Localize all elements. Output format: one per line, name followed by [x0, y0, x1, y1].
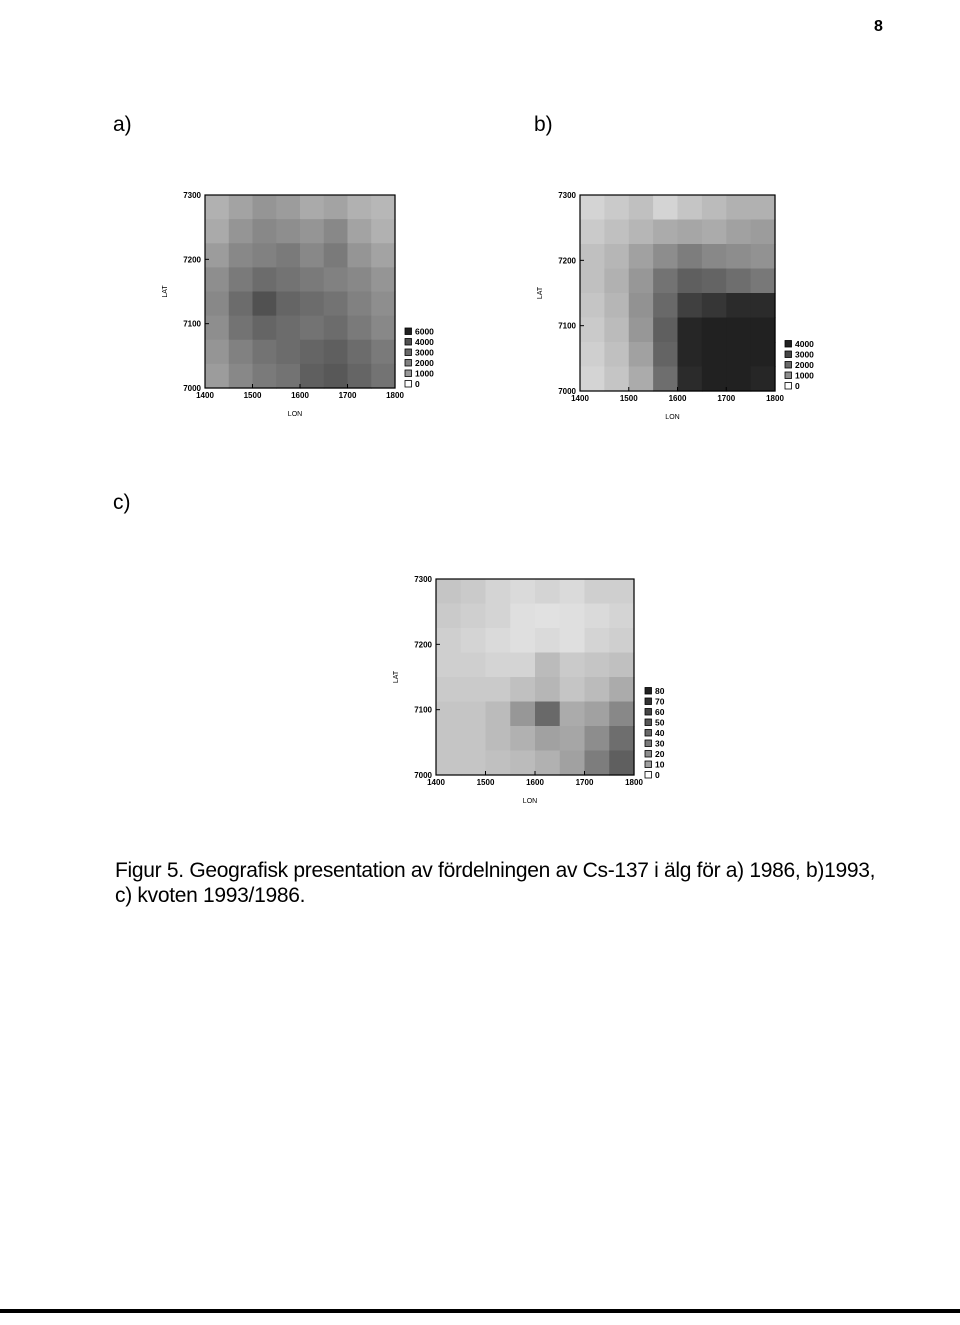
page-number: 8 — [874, 18, 883, 35]
heatmap-cell — [653, 367, 678, 392]
legend-swatch — [405, 339, 412, 346]
chart-a-svg — [150, 180, 450, 430]
legend-a — [405, 327, 434, 390]
heatmap-cell — [205, 316, 229, 341]
heatmap-cell — [229, 267, 253, 292]
x-tick-label: 1500 — [619, 394, 638, 403]
heatmap-cell — [751, 220, 776, 245]
heatmap-cell — [604, 220, 629, 245]
heatmap-cell — [726, 318, 751, 343]
heatmap-cell — [205, 292, 229, 317]
heatmap-cell — [510, 677, 535, 702]
heatmap-cell — [560, 628, 585, 653]
legend-swatch — [645, 772, 652, 779]
heatmap-cell — [300, 340, 324, 365]
legend-swatch — [645, 709, 652, 716]
heatmap-cell — [535, 628, 560, 653]
heatmap-cell — [324, 219, 348, 244]
heatmap-cell — [510, 628, 535, 653]
legend-swatch — [645, 698, 652, 705]
x-tick-label: 1400 — [571, 394, 589, 403]
y-tick-label: 7200 — [558, 256, 576, 266]
heatmap-cell — [751, 244, 776, 269]
legend-swatch — [645, 740, 652, 747]
heatmap-cell — [348, 243, 372, 268]
heatmap-cell — [560, 751, 585, 776]
heatmap-cell — [461, 653, 486, 678]
heatmap-cell — [348, 340, 372, 365]
y-tick-label: 7200 — [414, 640, 432, 650]
y-tick-label: 7300 — [414, 575, 432, 584]
heatmap-cell — [276, 195, 300, 220]
heatmap-cell — [229, 219, 253, 244]
heatmap-cell — [726, 195, 751, 220]
heatmap-cell — [253, 340, 277, 365]
heatmap-cell — [253, 364, 277, 389]
heatmap-cell — [324, 267, 348, 292]
y-tick-label: 7300 — [183, 191, 201, 200]
legend-swatch — [785, 362, 792, 369]
heatmap-cell — [653, 244, 678, 269]
heatmap-cell — [609, 751, 634, 776]
heatmap-cell — [585, 677, 610, 702]
heatmap-cell — [276, 316, 300, 341]
x-tick-label: 1400 — [427, 778, 445, 787]
heatmap-cell — [702, 318, 727, 343]
legend-label: 3000 — [795, 349, 814, 360]
legend-swatch — [405, 360, 412, 367]
legend-label: 10 — [655, 759, 665, 770]
heatmap-cell — [560, 702, 585, 727]
heatmap-cell — [653, 342, 678, 367]
legend-swatch — [645, 688, 652, 695]
heatmap-cell — [436, 653, 461, 678]
heatmap-cell — [653, 195, 678, 220]
x-tick-label: 1500 — [476, 778, 495, 787]
heatmap-cell — [629, 244, 654, 269]
heatmap-cell — [276, 292, 300, 317]
heatmap-cell — [253, 292, 277, 317]
heatmap-cell — [486, 653, 511, 678]
heatmap-cell — [751, 293, 776, 318]
heatmap-cell — [678, 269, 703, 294]
heatmap-cell — [702, 195, 727, 220]
heatmap-cell — [702, 367, 727, 392]
heatmap-cell — [229, 364, 253, 389]
heatmap-cell — [604, 244, 629, 269]
heatmap-cell — [678, 367, 703, 392]
heatmap-cell — [486, 628, 511, 653]
chart-a — [150, 180, 450, 430]
heatmap-cell — [585, 751, 610, 776]
heatmap-cell — [229, 340, 253, 365]
heatmap-cell — [585, 726, 610, 751]
heatmap-cell — [436, 726, 461, 751]
heatmap-cell — [486, 677, 511, 702]
x-axis-title: LON — [522, 798, 538, 805]
heatmap-cell — [560, 604, 585, 629]
x-tick-label: 1800 — [386, 391, 404, 400]
heatmap-cell — [436, 579, 461, 604]
heatmap-cell — [300, 292, 324, 317]
heatmap-cell — [348, 292, 372, 317]
heatmap-cell — [653, 293, 678, 318]
legend-label: 4000 — [415, 337, 434, 347]
heatmap-cell — [604, 293, 629, 318]
heatmap-cell — [436, 751, 461, 776]
heatmap-cell — [205, 364, 229, 389]
heatmap-cell — [461, 628, 486, 653]
legend-label: 1000 — [795, 370, 814, 381]
heatmap-cell — [585, 579, 610, 604]
x-axis-title: LON — [665, 414, 680, 421]
heatmap-cell — [604, 342, 629, 367]
legend-label: 4000 — [795, 339, 814, 349]
heatmap-cell — [604, 367, 629, 392]
chart-c-svg — [378, 565, 678, 820]
heatmap-cell — [510, 579, 535, 604]
heatmap-cell — [678, 195, 703, 220]
heatmap-cell — [609, 579, 634, 604]
x-tick-label: 1600 — [291, 391, 309, 400]
heatmap-cell — [300, 364, 324, 389]
heatmap-cell — [702, 269, 727, 294]
legend-label: 0 — [655, 770, 660, 780]
y-tick-label: 7200 — [183, 255, 201, 265]
heatmap-cell — [609, 702, 634, 727]
heatmap-cell — [535, 653, 560, 678]
heatmap-cell — [629, 342, 654, 367]
heatmap-cell — [535, 751, 560, 776]
heatmap-cell — [726, 244, 751, 269]
heatmap-cell — [560, 579, 585, 604]
heatmap-cell — [702, 293, 727, 318]
heatmap-cell — [486, 726, 511, 751]
heatmap-cell — [609, 604, 634, 629]
heatmap-cell — [486, 751, 511, 776]
heatmap-cell — [348, 316, 372, 341]
heatmap-cell — [348, 195, 372, 220]
heatmap-cell — [678, 342, 703, 367]
heatmap-cell — [580, 220, 605, 245]
heatmap-cell — [371, 292, 395, 317]
heatmap-cell — [609, 628, 634, 653]
caption-line-1: Figur 5. Geografisk presentation av fördelningen av Cs-137 i älg för a) 1986, b)1993, — [115, 859, 876, 882]
heatmap-cell — [560, 726, 585, 751]
heatmap-cell — [585, 653, 610, 678]
heatmap-cell — [229, 195, 253, 220]
legend-swatch — [645, 719, 652, 726]
heatmap-cell — [436, 677, 461, 702]
heatmap-cell — [300, 195, 324, 220]
heatmap-cell — [253, 195, 277, 220]
legend-label: 50 — [655, 717, 665, 728]
heatmap-cell — [276, 364, 300, 389]
legend-swatch — [645, 751, 652, 758]
heatmap-cell — [653, 220, 678, 245]
chart-b-svg — [525, 180, 825, 430]
heatmap-cell — [486, 702, 511, 727]
x-axis-title: LON — [287, 411, 303, 418]
heatmap-cell — [604, 269, 629, 294]
legend-label: 80 — [655, 686, 665, 696]
heatmap-cell — [324, 292, 348, 317]
heatmap-cells-c — [436, 579, 635, 776]
heatmap-cell — [510, 653, 535, 678]
heatmap-cell — [726, 293, 751, 318]
heatmap-cell — [205, 195, 229, 220]
legend-label: 3000 — [415, 347, 434, 358]
x-tick-label: 1700 — [717, 394, 736, 403]
heatmap-cell — [300, 267, 324, 292]
heatmap-cell — [436, 604, 461, 629]
heatmap-cell — [229, 243, 253, 268]
y-tick-label: 7000 — [558, 387, 576, 396]
heatmap-cell — [461, 604, 486, 629]
x-tick-label: 1800 — [766, 394, 784, 403]
heatmap-cell — [371, 243, 395, 268]
heatmap-cell — [751, 269, 776, 294]
heatmap-cell — [276, 219, 300, 244]
heatmap-cells-b — [580, 195, 776, 392]
x-tick-label: 1700 — [575, 778, 594, 787]
page-bottom-rule — [0, 1309, 960, 1313]
y-tick-label: 7100 — [183, 319, 201, 329]
heatmap-cell — [324, 195, 348, 220]
y-axis-title: LAT — [537, 286, 544, 300]
heatmap-cell — [585, 604, 610, 629]
heatmap-cell — [348, 267, 372, 292]
legend-label: 1000 — [415, 368, 434, 379]
legend-label: 0 — [795, 381, 800, 391]
heatmap-cell — [371, 267, 395, 292]
legend-label: 20 — [655, 749, 665, 759]
y-tick-label: 7000 — [414, 771, 432, 780]
heatmap-cell — [629, 318, 654, 343]
heatmap-cell — [751, 318, 776, 343]
y-axis-title: LAT — [393, 670, 400, 684]
x-tick-label: 1600 — [526, 778, 544, 787]
legend-label: 60 — [655, 707, 665, 717]
legend-swatch — [405, 349, 412, 356]
heatmap-cell — [436, 702, 461, 727]
heatmap-cell — [276, 243, 300, 268]
heatmap-cell — [726, 220, 751, 245]
legend-swatch — [785, 341, 792, 348]
heatmap-cell — [535, 702, 560, 727]
heatmap-cell — [461, 579, 486, 604]
heatmap-cell — [371, 219, 395, 244]
figure-caption — [115, 858, 885, 908]
heatmap-cell — [371, 364, 395, 389]
heatmap-cell — [300, 243, 324, 268]
legend-label: 2000 — [795, 360, 814, 370]
legend-swatch — [405, 381, 412, 388]
heatmap-cell — [678, 293, 703, 318]
heatmap-cell — [510, 751, 535, 776]
heatmap-cell — [702, 342, 727, 367]
heatmap-cell — [678, 244, 703, 269]
heatmap-cell — [510, 702, 535, 727]
heatmap-cell — [580, 293, 605, 318]
heatmap-cell — [348, 219, 372, 244]
heatmap-cells-a — [205, 195, 396, 389]
heatmap-cell — [629, 367, 654, 392]
heatmap-cell — [324, 364, 348, 389]
heatmap-cell — [486, 579, 511, 604]
y-tick-label: 7300 — [558, 191, 576, 200]
legend-c — [645, 686, 665, 780]
legend-label: 0 — [415, 379, 420, 389]
heatmap-cell — [510, 726, 535, 751]
panel-label-c: c) — [113, 491, 131, 514]
heatmap-cell — [604, 318, 629, 343]
y-tick-label: 7100 — [414, 705, 432, 715]
heatmap-cell — [348, 364, 372, 389]
heatmap-cell — [229, 316, 253, 341]
heatmap-cell — [324, 316, 348, 341]
legend-label: 30 — [655, 738, 665, 749]
x-tick-label: 1700 — [338, 391, 357, 400]
legend-swatch — [405, 370, 412, 377]
heatmap-cell — [580, 244, 605, 269]
x-tick-label: 1600 — [668, 394, 687, 403]
y-axis-title: LAT — [162, 285, 169, 298]
heatmap-cell — [253, 316, 277, 341]
heatmap-cell — [609, 677, 634, 702]
heatmap-cell — [535, 604, 560, 629]
heatmap-cell — [585, 628, 610, 653]
legend-swatch — [645, 730, 652, 737]
heatmap-cell — [678, 220, 703, 245]
caption-line-2: c) kvoten 1993/1986. — [115, 884, 306, 907]
heatmap-cell — [653, 318, 678, 343]
heatmap-cell — [276, 267, 300, 292]
heatmap-cell — [609, 726, 634, 751]
heatmap-cell — [560, 677, 585, 702]
heatmap-cell — [461, 726, 486, 751]
y-tick-label: 7000 — [183, 384, 201, 393]
heatmap-cell — [510, 604, 535, 629]
legend-label: 2000 — [415, 358, 434, 368]
heatmap-cell — [205, 267, 229, 292]
heatmap-cell — [436, 628, 461, 653]
heatmap-cell — [371, 316, 395, 341]
heatmap-cell — [726, 367, 751, 392]
heatmap-cell — [726, 342, 751, 367]
heatmap-cell — [580, 318, 605, 343]
panel-label-a: a) — [113, 113, 132, 136]
legend-label: 70 — [655, 696, 665, 707]
legend-swatch — [785, 351, 792, 358]
heatmap-cell — [253, 219, 277, 244]
x-tick-label: 1400 — [196, 391, 214, 400]
heatmap-cell — [702, 220, 727, 245]
heatmap-cell — [580, 195, 605, 220]
heatmap-cell — [371, 340, 395, 365]
heatmap-cell — [585, 702, 610, 727]
heatmap-cell — [629, 269, 654, 294]
heatmap-cell — [629, 195, 654, 220]
heatmap-cell — [535, 677, 560, 702]
heatmap-cell — [604, 195, 629, 220]
heatmap-cell — [205, 340, 229, 365]
chart-b — [525, 180, 825, 430]
heatmap-cell — [229, 292, 253, 317]
heatmap-cell — [629, 220, 654, 245]
panel-label-b: b) — [534, 113, 553, 136]
heatmap-cell — [726, 269, 751, 294]
heatmap-cell — [300, 219, 324, 244]
legend-label: 40 — [655, 728, 665, 738]
heatmap-cell — [751, 367, 776, 392]
y-tick-label: 7100 — [558, 321, 576, 331]
heatmap-cell — [702, 244, 727, 269]
legend-swatch — [405, 328, 412, 335]
heatmap-cell — [486, 604, 511, 629]
legend-label: 6000 — [415, 326, 434, 337]
heatmap-cell — [205, 243, 229, 268]
legend-swatch — [645, 761, 652, 768]
heatmap-cell — [276, 340, 300, 365]
x-tick-label: 1800 — [625, 778, 643, 787]
heatmap-cell — [461, 702, 486, 727]
heatmap-cell — [324, 340, 348, 365]
heatmap-cell — [751, 195, 776, 220]
heatmap-cell — [205, 219, 229, 244]
legend-swatch — [785, 372, 792, 379]
heatmap-cell — [580, 269, 605, 294]
heatmap-cell — [629, 293, 654, 318]
heatmap-cell — [461, 751, 486, 776]
heatmap-cell — [580, 367, 605, 392]
heatmap-cell — [253, 243, 277, 268]
heatmap-cell — [300, 316, 324, 341]
x-tick-label: 1500 — [243, 391, 262, 400]
heatmap-cell — [535, 726, 560, 751]
heatmap-cell — [324, 243, 348, 268]
heatmap-cell — [560, 653, 585, 678]
chart-c — [378, 565, 678, 820]
heatmap-cell — [371, 195, 395, 220]
heatmap-cell — [751, 342, 776, 367]
heatmap-cell — [609, 653, 634, 678]
heatmap-cell — [535, 579, 560, 604]
heatmap-cell — [253, 267, 277, 292]
legend-b — [785, 339, 814, 391]
heatmap-cell — [653, 269, 678, 294]
legend-swatch — [785, 383, 792, 390]
heatmap-cell — [461, 677, 486, 702]
heatmap-cell — [580, 342, 605, 367]
heatmap-cell — [678, 318, 703, 343]
